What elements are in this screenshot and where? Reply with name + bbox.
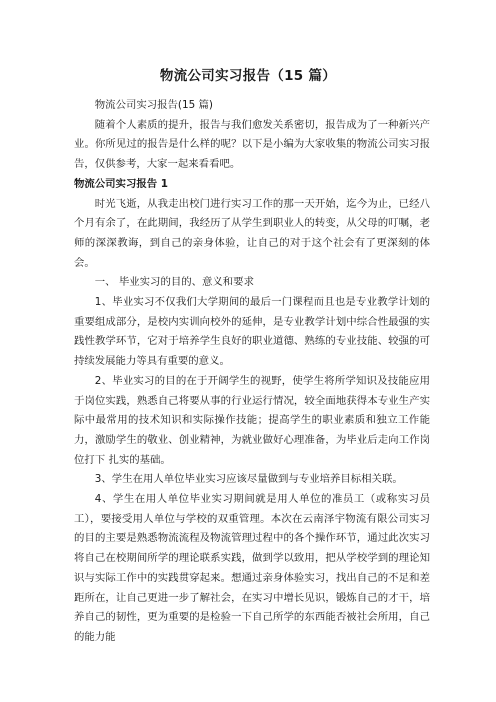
document-body (74, 96, 430, 648)
paragraph-subtitle: 物流公司实习报告(15 篇) (94, 99, 213, 111)
paragraph: 4、学生在用人单位毕业实习期间就是用人单位的准员工（或称实习员工），要接受用人单位与学校的双重管理。本次在云南泽宇物流有限公司实习的目的主要是熟悉物流流程及物流管理过程中的各个操作环节，通过此次实习将自己在校期间所学的理论联系实践，做到学以致用，把从学校学到的理论知识与实际工作中的实践贯穿起来。想通过亲身体验实习，找出自己的不足和差距所在，让自己更进一步了解社会，在实习中增长见识，锻炼自己的才干，培养自己的韧性，更为重要的是检验一下自己所学的东西能否被社会所用，自己的能力能 (74, 493, 430, 643)
paragraph: 1、毕业实习不仅我们大学期间的最后一门课程而且也是专业教学计划的重要组成部分，是校内实训向校外的延伸，是专业教学计划中综合性最强的实践性教学环节，它对于培养学生良好的职业道德、熟练的专业技能、较强的可持续发展能力等具有重要的意义。 (74, 296, 430, 368)
subsection-heading: 一、 毕业实习的目的、意义和要求 (94, 276, 254, 289)
paragraph: 2、毕业实习的目的在于开阔学生的视野，使学生将所学知识及技能应用于岗位实践，熟悉自己将要从事的行业运行情况，较全面地获得本专业生产实际中最常用的技术知识和实际操作技能；提高学生的职业素质和独立工作能力，激励学生的敬业、创业精神，为就业做好心理准备，为毕业后走向工作岗位打下 扎实的基础。 (74, 374, 430, 466)
paragraph: 3、学生在用人单位毕业实习应该尽量做到与专业培养目标相关联。 (94, 473, 403, 486)
document-title: 物流公司实习报告（15 篇） (159, 68, 337, 84)
paragraph-intro: 随着个人素质的提升，报告与我们愈发关系密切，报告成为了一种新兴产业。你所见过的报告是什么样的呢？以下是小编为大家收集的物流公司实习报告，仅供参考，大家一起来看看吧。 (74, 118, 430, 171)
section-heading: 物流公司实习报告 1 (74, 177, 168, 190)
paragraph: 时光飞逝，从我走出校门进行实习工作的那一天开始，迄今为止，已经八个月有余了，在此期间，我经历了从学生到职业人的转变，从父母的叮嘱，老师的深深教诲，到自己的亲身体验，让自己的对于这个社会有了更深刻的体会。 (74, 197, 430, 269)
